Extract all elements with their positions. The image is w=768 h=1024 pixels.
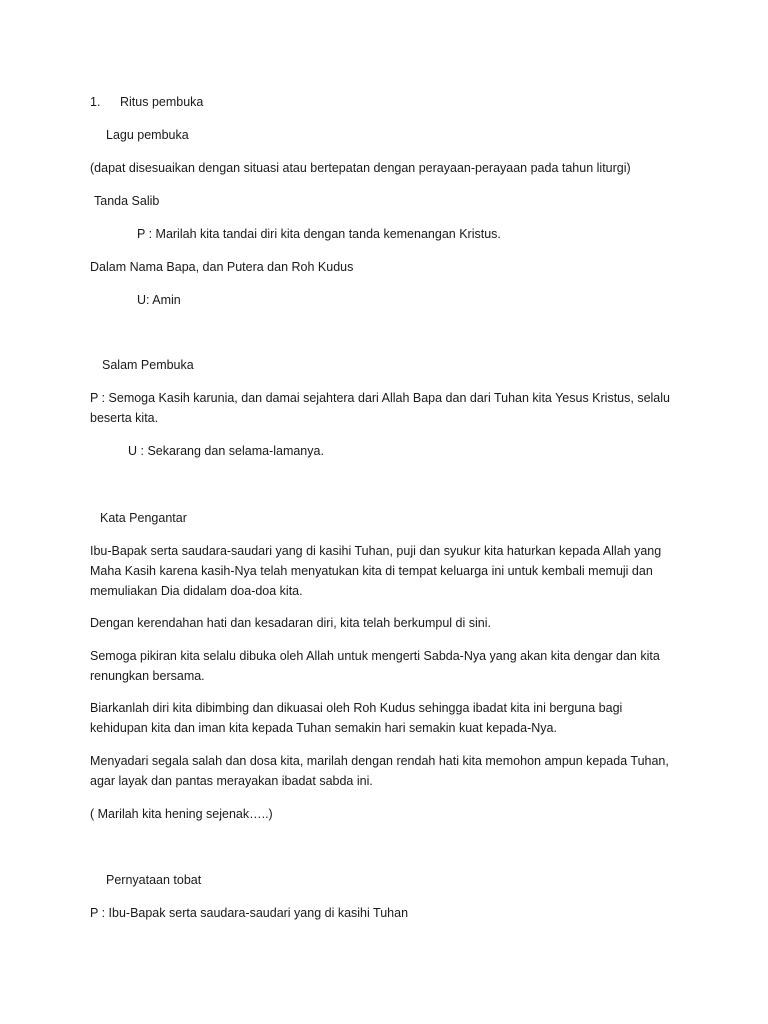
tanda-salib-priest-line: P : Marilah kita tandai diri kita dengan tanda kemenangan Kristus. (137, 227, 501, 241)
kata-pengantar-paragraph: Ibu-Bapak serta saudara-saudari yang di kasihi Tuhan, puji dan syukur kita haturkan kepada Allah yang Maha Kasih karena kasih-Nya telah menyatukan kita di tempat keluarga ini untuk kembali memuji dan memuliakan Dia didalam doa-doa kita. (90, 544, 662, 598)
kata-pengantar-heading: Kata Pengantar (100, 511, 187, 525)
section-title: Ritus pembuka (120, 95, 204, 109)
kata-pengantar-paragraph: ( Marilah kita hening sejenak…..) (90, 807, 273, 821)
kata-pengantar-paragraph: Menyadari segala salah dan dosa kita, marilah dengan rendah hati kita memohon ampun kepada Tuhan, agar layak dan pantas merayakan ibadat sabda ini. (90, 754, 669, 788)
kata-pengantar-paragraph: Dengan kerendahan hati dan kesadaran diri, kita telah berkumpul di sini. (90, 616, 491, 630)
lagu-pembuka-note: (dapat disesuaikan dengan situasi atau bertepatan dengan perayaan-perayaan pada tahun liturgi) (90, 161, 631, 175)
tanda-salib-heading: Tanda Salib (94, 194, 160, 208)
salam-pembuka-response: U : Sekarang dan selama-lamanya. (128, 444, 324, 458)
kata-pengantar-paragraph: Semoga pikiran kita selalu dibuka oleh Allah untuk mengerti Sabda-Nya yang akan kita dengar dan kita renungkan bersama. (90, 649, 660, 683)
salam-pembuka-priest-text: P : Semoga Kasih karunia, dan damai sejahtera dari Allah Bapa dan dari Tuhan kita Yesus Kristus, selalu beserta kita. (90, 391, 670, 425)
pernyataan-tobat-priest-line: P : Ibu-Bapak serta saudara-saudari yang di kasihi Tuhan (90, 906, 409, 920)
salam-pembuka-heading: Salam Pembuka (102, 358, 194, 372)
lagu-pembuka-heading: Lagu pembuka (106, 128, 189, 142)
kata-pengantar-paragraph: Biarkanlah diri kita dibimbing dan dikuasai oleh Roh Kudus sehingga ibadat kita ini berguna bagi kehidupan kita dan iman kita kepada Tuhan semakin hari semakin kuat kepada-Nya. (90, 701, 623, 735)
pernyataan-tobat-heading: Pernyataan tobat (106, 873, 202, 887)
tanda-salib-formula: Dalam Nama Bapa, dan Putera dan Roh Kudus (90, 260, 354, 274)
tanda-salib-response: U: Amin (137, 293, 181, 307)
section-number: 1. (90, 95, 101, 109)
